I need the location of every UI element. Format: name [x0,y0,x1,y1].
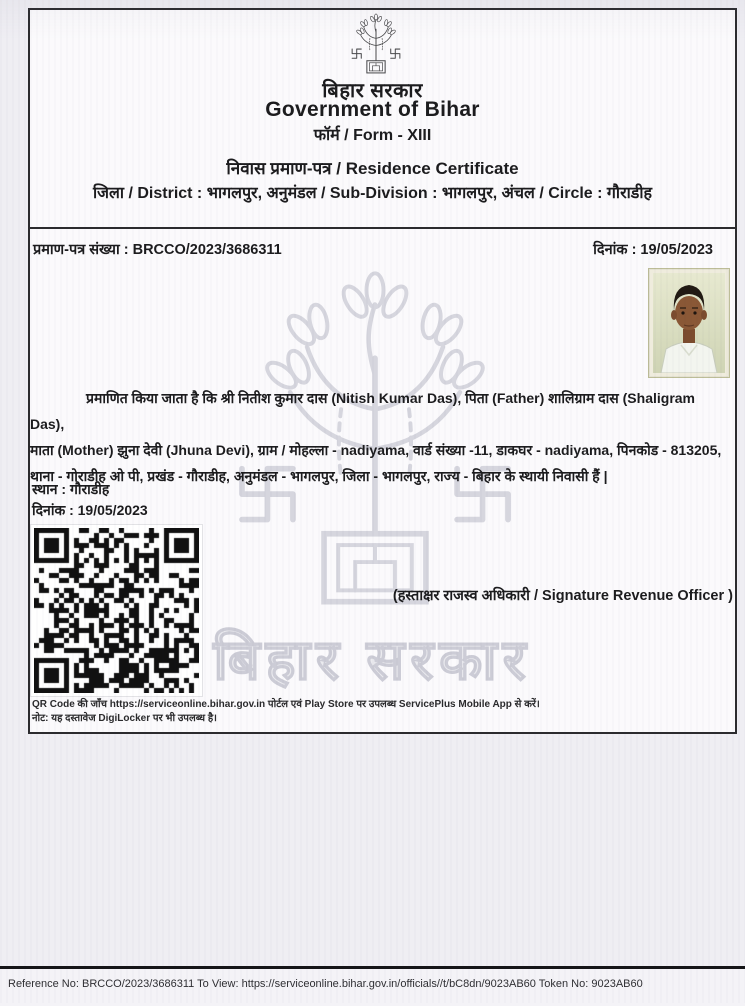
certificate-body [30,385,733,489]
qr-code [30,524,203,697]
applicant-photo [648,268,730,378]
body-line-1: प्रमाणित किया जाता है कि श्री नितीश कुमार दास (Nitish Kumar Das), पिता (Father) शालिग्राम दास (Shaligram Das), [30,390,696,432]
qr-note [32,698,722,726]
qr-note-line-1: QR Code की जाँच https://serviceonline.bihar.gov.in पोर्टल एवं Play Store पर उपलब्ध ServicePlus Mobile App से करें। [32,699,540,710]
qr-code-canvas [34,528,199,693]
issue-date: दिनांक : 19/05/2023 [593,242,713,258]
footer-strip [0,966,745,1006]
certificate-number: प्रमाण-पत्र संख्या : BRCCO/2023/3686311 [33,242,282,258]
applicant-photo-image [653,273,725,373]
page-title: निवास प्रमाण-पत्र / Residence Certificate [226,159,519,178]
government-name-hindi: बिहार सरकार [322,80,423,102]
watermark-text: बिहार सरकार [213,628,532,691]
header-body-divider [28,227,737,229]
place-line: स्थान : गौराडीह [32,481,110,497]
qr-note-line-2: नोट: यह दस्तावेज DigiLocker पर भी उपलब्ध है। [32,713,217,724]
footer-reference-line: Reference No: BRCCO/2023/3686311 To View: https://serviceonline.bihar.gov.in/officials//t/bC8dn/9023AB60 Token No: 9023AB60 [8,978,643,990]
bihar-government-emblem-icon [340,12,412,78]
form-number: फॉर्म / Form - XIII [313,127,432,144]
district-subdivision-circle-line: जिला / District : भागलपुर, अनुमंडल / Sub-Division : भागलपुर, अंचल / Circle : गौराडीह [93,185,652,202]
body-line-3: थाना - गोराडीह ओ पी, प्रखंड - गौराडीह, अनुमंडल - भागलपुर, जिला - भागलपुर, राज्य - बिहार के स्थायी निवासी हैं | [30,468,608,484]
certificate-meta-row [33,239,713,259]
signature-revenue-officer-line: (हस्ताक्षर राजस्व अधिकारी / Signature Revenue Officer ) [392,588,733,604]
government-name-english: Government of Bihar [265,98,480,121]
date-line: दिनांक : 19/05/2023 [32,502,148,518]
body-line-2: माता (Mother) झुना देवी (Jhuna Devi), ग्राम / मोहल्ला - nadiyama, वार्ड संख्या -11, डाकघर - nadiyama, पिनकोड - 813205, [30,442,722,458]
